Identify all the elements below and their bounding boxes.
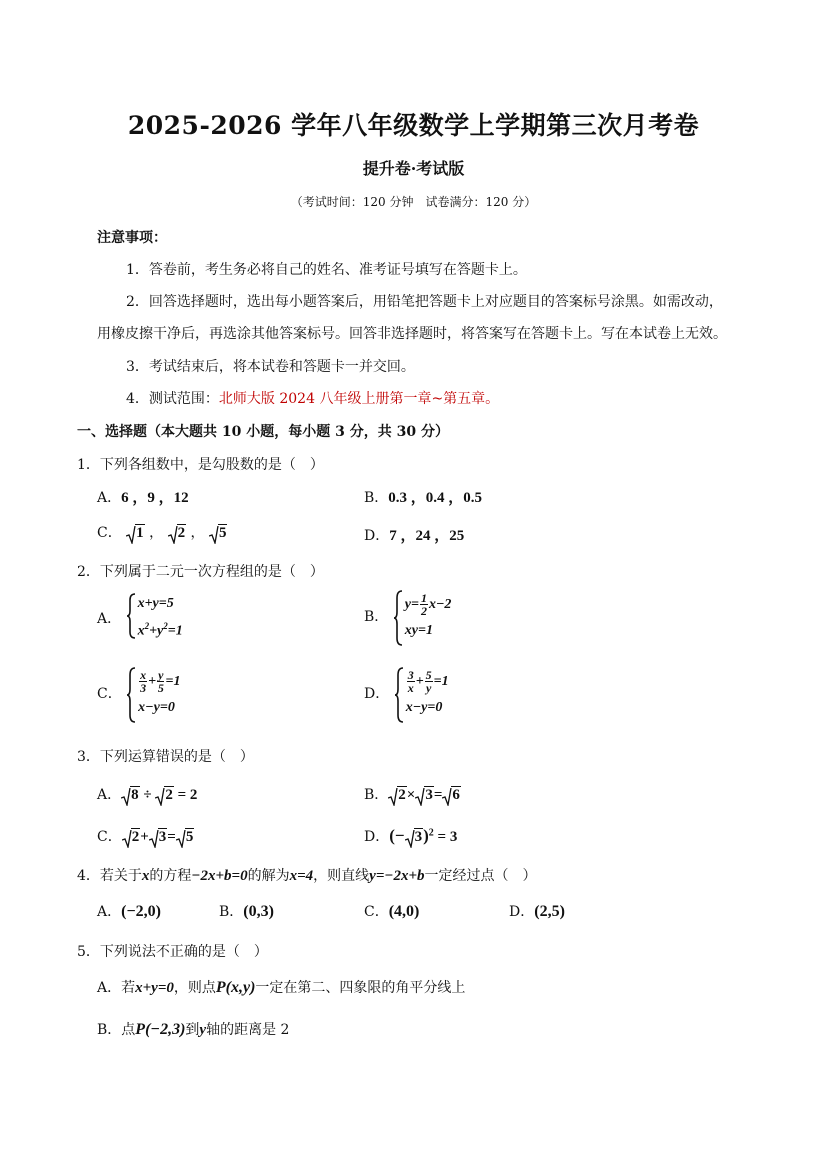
q3-option-b: B． 2× 3= 6: [364, 787, 460, 803]
q1-stem: 1．下列各组数中，是勾股数的是（ ）: [77, 457, 324, 473]
sqrt-2: 2: [168, 525, 187, 542]
equation-system: $\frac{x}{3}$ + $\frac{y}{5}$ =1 x−y=0: [126, 667, 180, 719]
section-heading: 一、选择题（本大题共 10 小题，每小题 3 分，共 30 分）: [77, 424, 449, 440]
q1-option-b: B．0.3 ，0.4 ，0.5: [364, 490, 483, 506]
exam-time-info: （考试时间：120 分钟 试卷满分：120 分）: [290, 195, 537, 209]
notice-item-3: 3．考试结束后，将本试卷和答题卡一并交回。: [126, 359, 415, 375]
q5-option-a: A．若x+y=0，则点P(x,y)一定在第二、四象限的角平分线上: [97, 979, 466, 996]
q4-option-d: D．(2,5): [509, 903, 565, 920]
q3-option-a: A． 8 ÷ 2 = 2: [97, 787, 198, 803]
q2-stem: 2．下列属于二元一次方程组的是（ ）: [77, 564, 324, 580]
q2-option-d: D． $\frac{3}{x}$ + $\frac{5}{y}$ =1 x−y=0: [364, 667, 449, 719]
sqrt-5: 5: [209, 525, 228, 542]
q2-option-a: A． x+y=5 $x^2+y^2=1$: [97, 593, 183, 643]
equation-system: x+y=5 $x^2+y^2=1$: [126, 593, 183, 643]
q4-option-b: B．(0,3): [219, 903, 274, 920]
exam-subtitle: 提升卷·考试版: [362, 159, 465, 178]
q5-option-b: B．点P(−2,3)到y轴的距离是 2: [97, 1021, 290, 1038]
q3-option-c: C． 2+ 3= 5: [97, 829, 194, 845]
q5-stem: 5．下列说法不正确的是（ ）: [77, 944, 268, 960]
notice-item-2-cont: 用橡皮擦干净后，再选涂其他答案标号。回答非选择题时，将答案写在答题卡上。写在本试卷上无效。: [97, 326, 727, 342]
q1-option-d: D．7 ，24 ，25: [364, 528, 465, 544]
q3-option-d: D．(− 3)$^2$ = 3: [364, 826, 458, 845]
equation-system: $\frac{3}{x}$ + $\frac{5}{y}$ =1 x−y=0: [394, 667, 449, 719]
q1-option-c: C． 1 ， 2 ， 5: [97, 525, 227, 541]
q4-option-a: A．(−2,0): [97, 903, 161, 920]
scope-value: 北师大版 2024 八年级上册第一章~第五章。: [218, 391, 500, 407]
q4-stem: 4．若关于x的方程−2x+b=0的解为x=4，则直线y=−2x+b一定经过点（ ）: [77, 868, 537, 884]
notice-heading: 注意事项：: [97, 230, 167, 246]
q2-option-c: C． $\frac{x}{3}$ + $\frac{y}{5}$ =1 x−y=0: [97, 667, 180, 719]
q2-option-b: B． y= $\frac{1}{2}$ x−2 xy=1: [364, 590, 451, 642]
notice-item-1: 1．答卷前，考生务必将自己的姓名、准考证号填写在答题卡上。: [126, 262, 527, 278]
q1-option-a: A．6 ，9 ，12: [97, 490, 189, 506]
equation-system: y= $\frac{1}{2}$ x−2 xy=1: [393, 590, 452, 642]
sqrt-1: 1: [126, 525, 145, 542]
exam-title: 2025-2026 学年八年级数学上学期第三次月考卷: [127, 111, 700, 140]
scope-label: 4．测试范围：: [126, 391, 219, 407]
notice-item-2: 2．回答选择题时，选出每小题答案后，用铅笔把答题卡上对应题目的答案标号涂黑。如需改动，: [126, 294, 723, 310]
notice-item-4: [126, 388, 499, 408]
q4-option-c: C．(4,0): [364, 903, 420, 920]
q3-stem: 3．下列运算错误的是（ ）: [77, 749, 254, 765]
